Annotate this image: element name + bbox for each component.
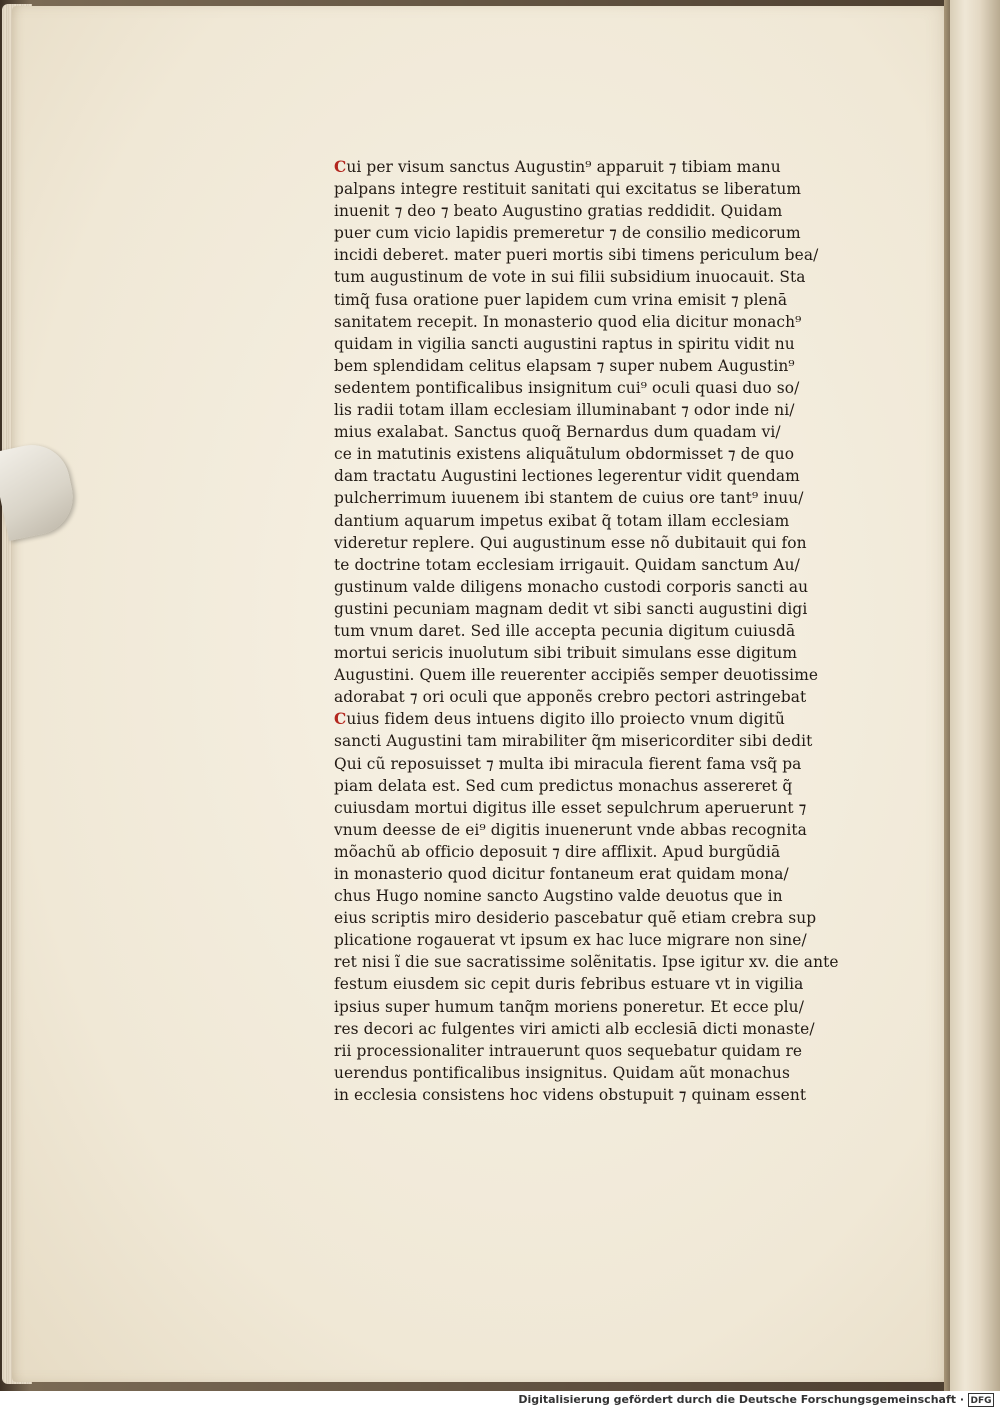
text-line [334, 708, 859, 730]
line-text: palpans integre restituit sanitati qui excitatus se liberatum [334, 180, 802, 199]
line-text: ui per visum sanctus Augustin⁹ apparuit ⁊ tibiam manu [346, 158, 781, 176]
text-line [334, 554, 859, 576]
line-text: plicatione rogauerat vt ipsum ex hac luce migrare non sine/ [334, 931, 807, 950]
text-line [334, 929, 859, 951]
line-text: eius scriptis miro desiderio pascebatur quẽ etiam crebra sup [334, 909, 817, 928]
text-line [334, 730, 859, 752]
line-text: sanitatem recepit. In monasterio quod elia dicitur monach⁹ [334, 312, 802, 331]
line-text: ret nisi ĩ die sue sacratissime solẽnitatis. Ipse igitur xv. die ante [334, 953, 839, 972]
line-text: in ecclesia consistens hoc videns obstupuit ⁊ quinam essent [334, 1085, 807, 1104]
text-line [334, 156, 859, 178]
line-text: te doctrine totam ecclesiam irrigauit. Quidam sanctum Au/ [334, 555, 800, 574]
line-text: in monasterio quod dicitur fontaneum erat quidam mona/ [334, 865, 789, 883]
text-line [334, 996, 859, 1018]
text-line [334, 753, 859, 775]
text-line [334, 200, 859, 222]
text-line [334, 1040, 859, 1062]
rubricated-initial: C [334, 710, 347, 729]
text-line [334, 311, 859, 333]
text-line [334, 1018, 859, 1040]
line-text: timq̃ fusa oratione puer lapidem cum vrina emisit ⁊ plenā [334, 290, 788, 309]
text-line [334, 907, 859, 929]
text-line [334, 399, 859, 421]
line-text: gustinum valde diligens monacho custodi corporis sancti au [334, 577, 809, 596]
line-text: festum eiusdem sic cepit duris febribus estuare vt in vigilia [334, 975, 804, 994]
line-text: tum vnum daret. Sed ille accepta pecunia digitum cuiusdā [334, 621, 796, 640]
text-line [334, 598, 859, 620]
line-text: res decori ac fulgentes viri amicti alb ecclesiā dicti monaste/ [334, 1019, 815, 1038]
line-text: dam tractatu Augustini lectiones legerentur vidit quendam [334, 467, 800, 486]
text-column [334, 156, 859, 1106]
text-line [334, 841, 859, 863]
text-line [334, 289, 859, 311]
text-line [334, 973, 859, 995]
text-line [334, 775, 859, 797]
line-text: Augustini. Quem ille reuerenter accipiẽs semper deuotissime [334, 666, 819, 685]
line-text: lis radii totam illam ecclesiam illuminabant ⁊ odor inde ni/ [334, 401, 795, 420]
text-line [334, 465, 859, 487]
line-text: sedentem pontificalibus insignitum cui⁹ oculi quasi duo so/ [334, 378, 800, 397]
line-text: vnum deesse de ei⁹ digitis inuenerunt vnde abbas recognita [334, 820, 807, 839]
line-text: puer cum vicio lapidis premeretur ⁊ de consilio medicorum [334, 224, 801, 243]
text-line [334, 819, 859, 841]
text-line [334, 244, 859, 266]
line-text: chus Hugo nomine sancto Augstino valde deuotus que in [334, 887, 783, 906]
text-line [334, 532, 859, 554]
line-text: cuiusdam mortui digitus ille esset sepulchrum aperuerunt ⁊ [334, 798, 807, 817]
line-text: adorabat ⁊ ori oculi que apponẽs crebro pectori astringebat [334, 688, 807, 707]
text-line [334, 1084, 859, 1106]
rubricated-initial: C [334, 158, 347, 176]
line-text: incidi deberet. mater pueri mortis sibi timens periculum bea/ [334, 246, 819, 265]
text-line [334, 377, 859, 399]
text-line [334, 885, 859, 907]
line-text: piam delata est. Sed cum predictus monachus assereret q̃ [334, 776, 793, 795]
line-text: pulcherrimum iuuenem ibi stantem de cuius ore tant⁹ inuu/ [334, 489, 804, 508]
text-line [334, 178, 859, 200]
text-line [334, 333, 859, 355]
line-text: gustini pecuniam magnam dedit vt sibi sancti augustini digi [334, 599, 808, 618]
text-line [334, 797, 859, 819]
text-line [334, 863, 859, 885]
text-line [334, 355, 859, 377]
text-line [334, 443, 859, 465]
text-line [334, 487, 859, 509]
text-line [334, 421, 859, 443]
line-text: dantium aquarum impetus exibat q̃ totam illam ecclesiam [334, 511, 790, 530]
text-line [334, 620, 859, 642]
dfg-logo: DFG [968, 1393, 994, 1407]
text-line [334, 642, 859, 664]
text-line [334, 1062, 859, 1084]
text-line [334, 664, 859, 686]
line-text: videretur replere. Qui augustinum esse nõ dubitauit qui fon [334, 533, 807, 552]
line-text: mõachũ ab officio deposuit ⁊ dire afflixit. Apud burgũdiā [334, 842, 781, 861]
text-line [334, 686, 859, 708]
text-line [334, 576, 859, 598]
facing-page-edge [950, 0, 1000, 1391]
text-line [334, 510, 859, 532]
line-text: uerendus pontificalibus insignitus. Quidam aũt monachus [334, 1063, 790, 1082]
text-line [334, 266, 859, 288]
line-text: rii processionaliter intrauerunt quos sequebatur quidam re [334, 1041, 803, 1060]
line-text: sancti Augustini tam mirabiliter q̃m misericorditer sibi dedit [334, 732, 813, 751]
line-text: ipsius super humum tanq̃m moriens poneretur. Et ecce plu/ [334, 997, 804, 1016]
line-text: mortui sericis inuolutum sibi tribuit simulans esse digitum [334, 644, 798, 663]
line-text: uius fidem deus intuens digito illo proiecto vnum digitũ [346, 710, 785, 729]
line-text: inuenit ⁊ deo ⁊ beato Augustino gratias reddidit. Quidam [334, 202, 783, 221]
line-text: Qui cũ reposuisset ⁊ multa ibi miracula fierent fama vsq̃ pa [334, 754, 802, 773]
footer-credit: Digitalisierung gefördert durch die Deutsche Forschungsgemeinschaft · [518, 1393, 964, 1406]
line-text: tum augustinum de vote in sui filii subsidium inuocauit. Sta [334, 268, 806, 287]
line-text: ce in matutinis existens aliquãtulum obdormisset ⁊ de quo [334, 445, 795, 464]
line-text: mius exalabat. Sanctus quoq̃ Bernardus dum quadam vi/ [334, 423, 781, 442]
line-text: quidam in vigilia sancti augustini raptus in spiritu vidit nu [334, 334, 795, 353]
text-line [334, 222, 859, 244]
text-line [334, 951, 859, 973]
line-text: bem splendidam celitus elapsam ⁊ super nubem Augustin⁹ [334, 356, 795, 375]
